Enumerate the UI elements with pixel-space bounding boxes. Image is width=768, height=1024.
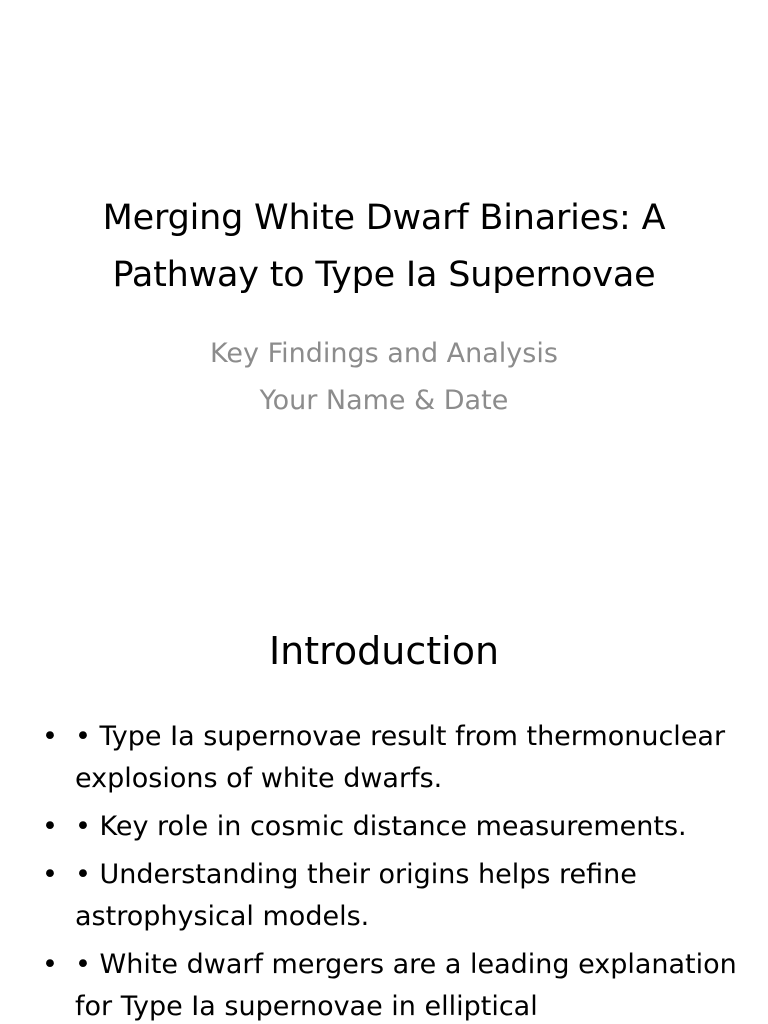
bullet-list: [40, 716, 740, 1024]
bullet-text: • Key role in cosmic distance measurements.: [75, 811, 687, 842]
slide-title: Merging White Dwarf Binaries: A Pathway to Type Ia Supernovae: [102, 198, 666, 295]
bullet-marker-icon: •: [42, 859, 58, 890]
slide-title: Introduction: [268, 629, 500, 673]
bullet-text: • Type Ia supernovae result from thermonuclear explosions of white dwarfs.: [75, 721, 726, 794]
bullet-item: [40, 944, 740, 1024]
bullet-text: • Understanding their origins helps refine astrophysical models.: [75, 859, 637, 932]
bullet-item: [40, 806, 740, 848]
subtitle-line: Your Name & Date: [259, 385, 509, 416]
title-placeholder: [30, 190, 738, 304]
subtitle-placeholder: [30, 330, 738, 424]
subtitle-line: Key Findings and Analysis: [210, 338, 558, 369]
bullet-marker-icon: •: [42, 811, 58, 842]
bullet-marker-icon: •: [42, 721, 58, 752]
bullet-item: [40, 716, 740, 800]
bullet-text: • White dwarf mergers are a leading explanation for Type Ia supernovae in elliptical: [75, 949, 737, 1022]
bullet-marker-icon: •: [42, 949, 58, 980]
bullet-item: [40, 854, 740, 938]
introduction-slide: [0, 576, 768, 1024]
